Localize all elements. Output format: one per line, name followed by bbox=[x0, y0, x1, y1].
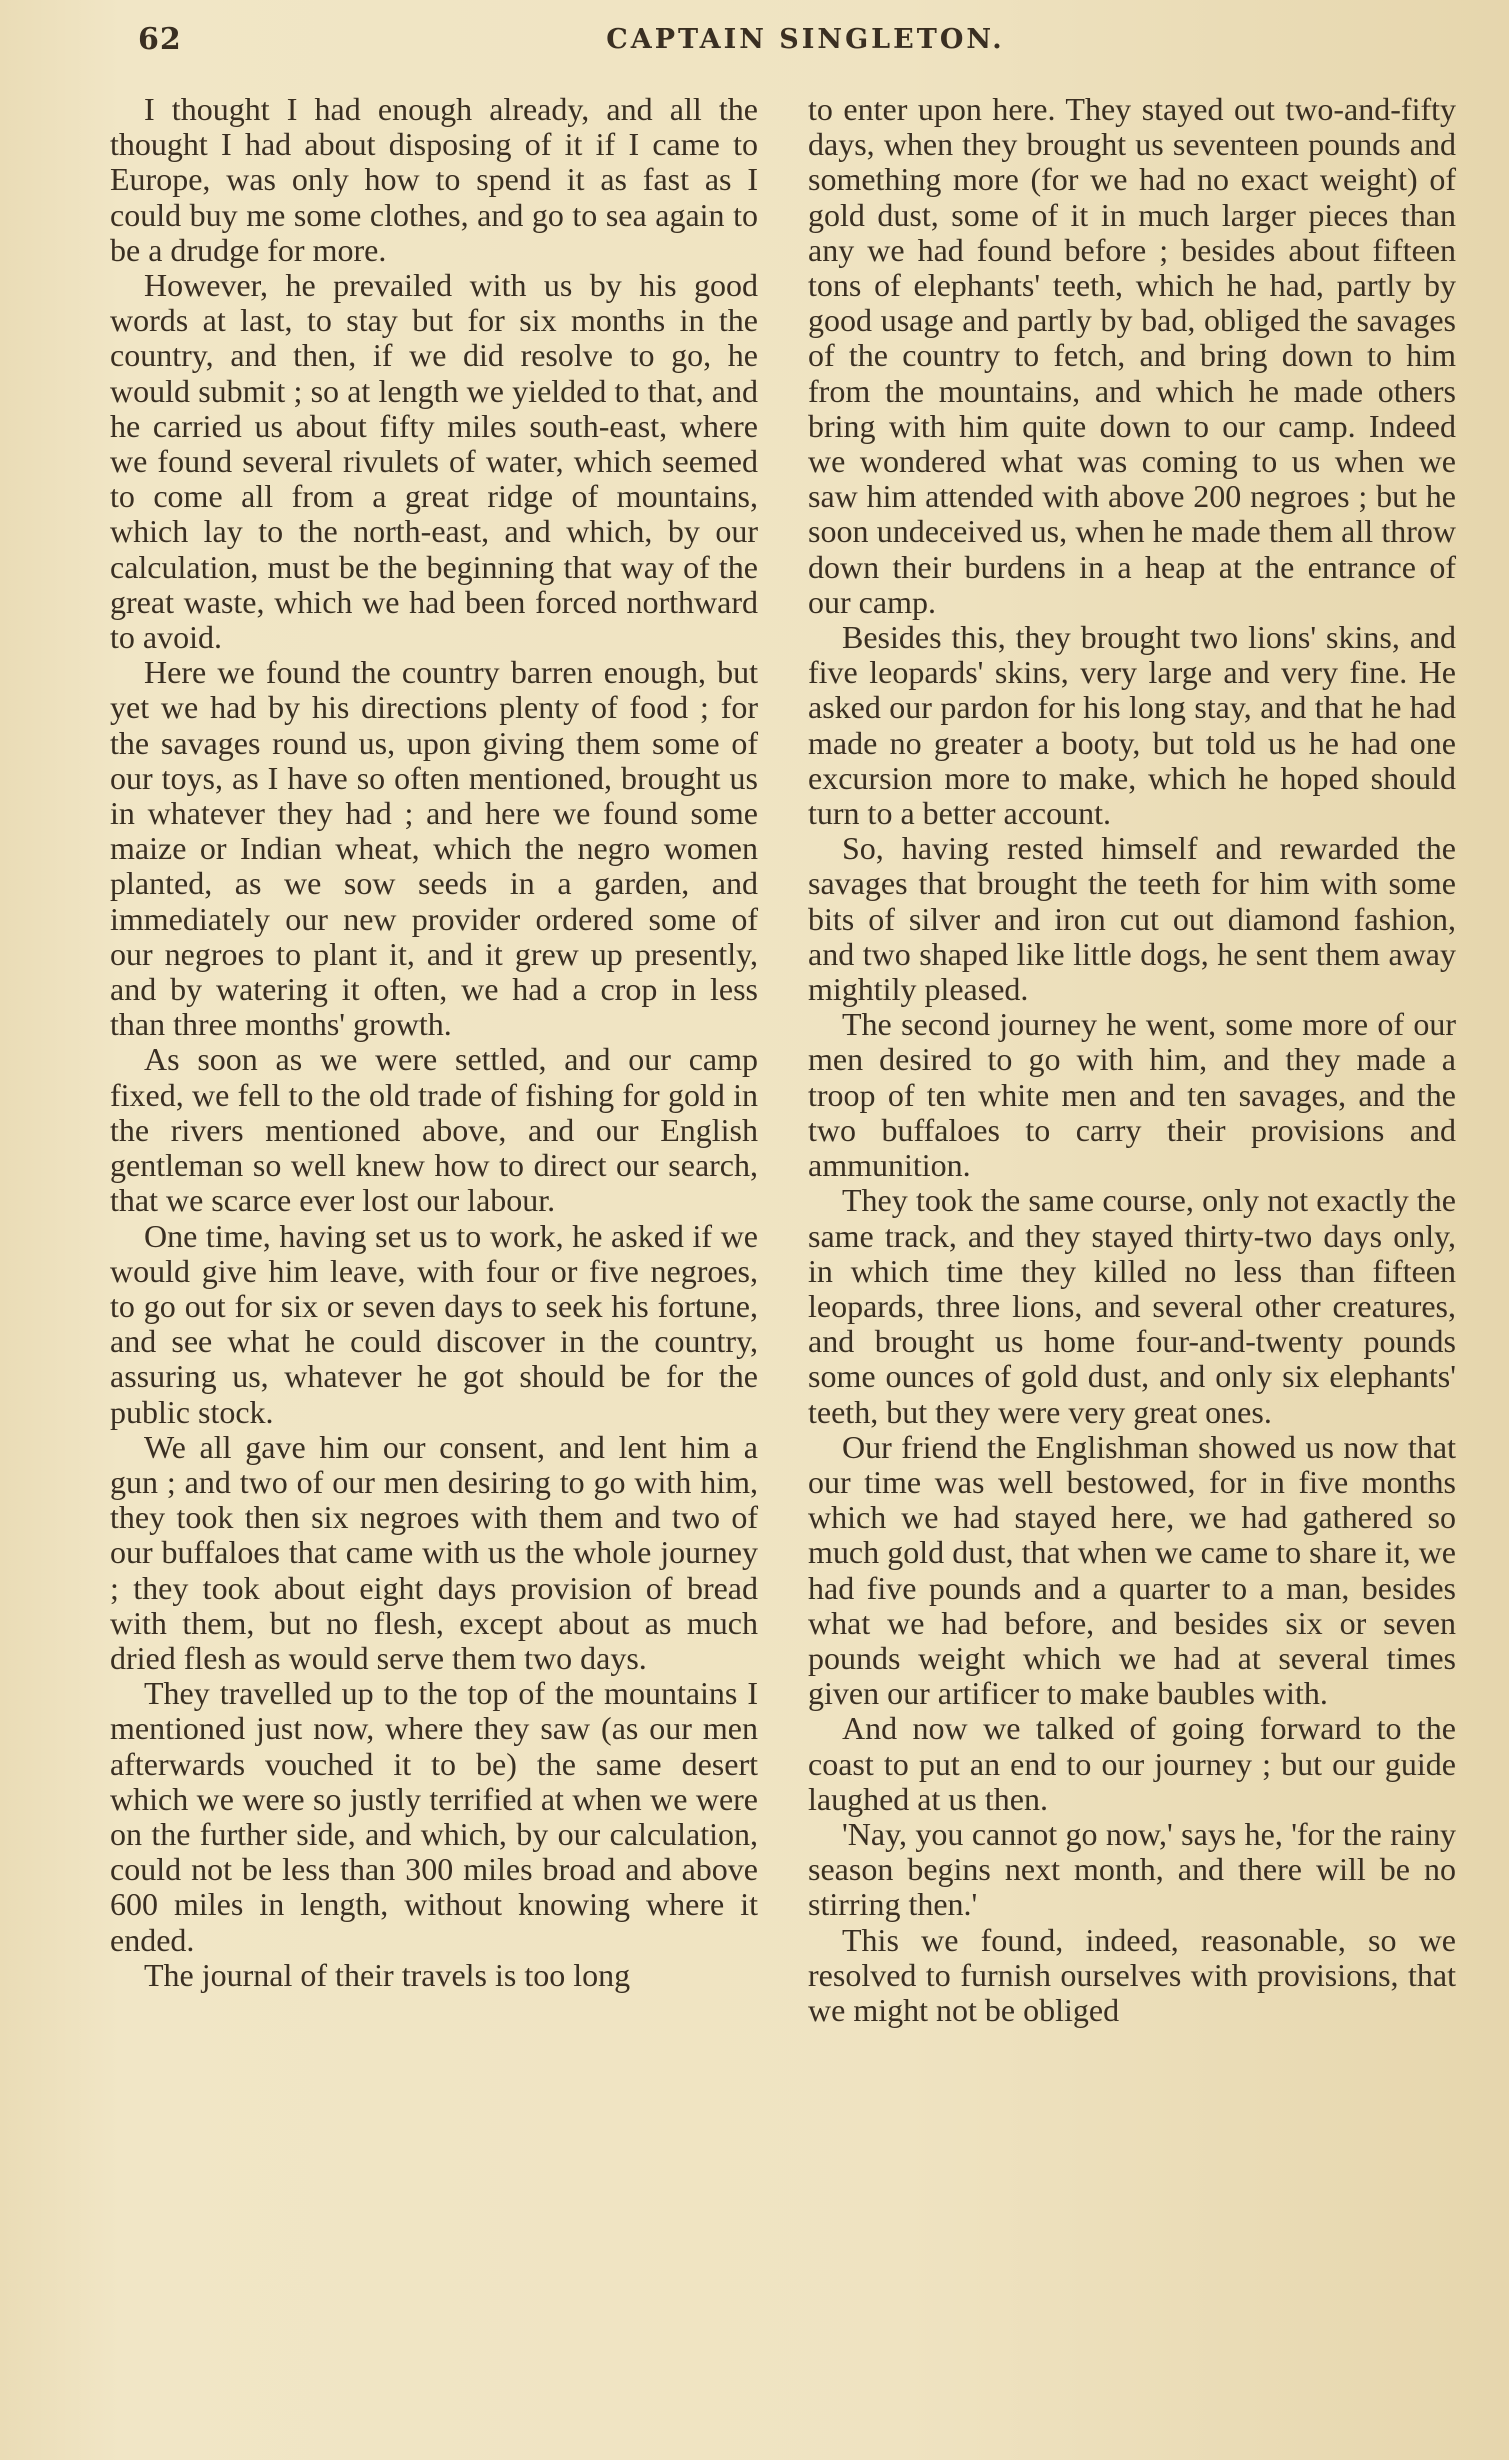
page-number: 62 bbox=[138, 22, 182, 57]
paragraph: Our friend the Englishman showed us now that our time was well bestowed, for in five months which we had stayed here, we had gathered so much gold dust, that when we came to share it, we had five pounds and a quarter to a man, besides what we had before, and besides six or seven pounds weight which we had at several times given our artificer to make baubles with. bbox=[808, 1428, 1456, 1712]
paragraph: I thought I had enough already, and all the thought I had about disposing of it if I came to Europe, was only how to spend it as fast as I could buy me some clothes, and go to sea again to be a drudge for more. bbox=[110, 91, 758, 268]
left-column bbox=[110, 92, 758, 1993]
paragraph: One time, having set us to work, he asked if we would give him leave, with four or five negroes, to go out for six or seven days to seek his fortune, and see what he could discover in the country, assuring us, whatever he got should be for the public stock. bbox=[110, 1217, 758, 1430]
paragraph: They took the same course, only not exactly the same track, and they stayed thirty-two days only, in which time they killed no less than fifteen leopards, three lions, and several other creatures, and brought us home four-and-twenty pounds some ounces of gold dust, and only six elephants' teeth, but they were very great ones. bbox=[808, 1182, 1456, 1430]
running-title: CAPTAIN SINGLETON. bbox=[606, 24, 1005, 55]
paragraph: So, having rested himself and rewarded the savages that brought the teeth for him with some bits of silver and iron cut out diamond fashion, and two shaped like little dogs, he sent them away mightily pleased. bbox=[808, 830, 1456, 1008]
paragraph: Besides this, they brought two lions' skins, and five leopards' skins, very large and very fine. He asked our pardon for his long stay, and that he had made no greater a booty, but told us he had one excursion more to make, which he hoped should turn to a better account. bbox=[808, 619, 1456, 832]
paragraph: And now we talked of going forward to the coast to put an end to our journey ; but our guide laughed at us then. bbox=[808, 1710, 1456, 1817]
paragraph: This we found, indeed, reasonable, so we resolved to furnish ourselves with provisions, that we might not be obliged bbox=[808, 1921, 1456, 2028]
paragraph: Here we found the country barren enough, but yet we had by his directions plenty of food ; for the savages round us, upon giving them some of our toys, as I have so often mentioned, brought us in whatever they had ; and here we found some maize or Indian wheat, which the negro women planted, as we sow seeds in a garden, and immediately our new provider ordered some of our negroes to plant it, and it grew up presently, and by watering it often, we had a crop in less than three months' growth. bbox=[110, 654, 758, 1043]
page-header bbox=[138, 14, 1473, 64]
paragraph: 'Nay, you cannot go now,' says he, 'for the rainy season begins next month, and there will be no stirring then.' bbox=[808, 1815, 1456, 1923]
paragraph: However, he prevailed with us by his good words at last, to stay but for six months in the country, and then, if we did resolve to go, he would submit ; so at length we yielded to that, and he carried us about fifty miles south-east, where we found several rivulets of water, which seemed to come all from a great ridge of mountains, which lay to the north-east, and which, by our calculation, must be the beginning that way of the great waste, which we had been forced northward to avoid. bbox=[110, 267, 758, 656]
paragraph: As soon as we were settled, and our camp fixed, we fell to the old trade of fishing for gold in the rivers mentioned above, and our English gentleman so well knew how to direct our search, that we scarce ever lost our labour. bbox=[110, 1041, 758, 1219]
paragraph-continuation: to enter upon here. They stayed out two-and-fifty days, when they brought us seventeen pounds and something more (for we had no exact weight) of gold dust, some of it in much larger pieces than any we had found before ; besides about fifteen tons of elephants' teeth, which he had, partly by good usage and partly by bad, obliged the savages of the country to fetch, and bring down to him from the mountains, and which he made others bring with him quite down to our camp. Indeed we wondered what was coming to us when we saw him attended with above 200 negroes ; but he soon undeceived us, when he made them all throw down their burdens in a heap at the entrance of our camp. bbox=[808, 91, 1456, 620]
paragraph: They travelled up to the top of the mountains I mentioned just now, where they saw (as our men afterwards vouched it to be) the same desert which we were so justly terrified at when we were on the further side, and which, by our calculation, could not be less than 300 miles broad and above 600 miles in length, without knowing where it ended. bbox=[110, 1675, 758, 1958]
paragraph: The second journey he went, some more of our men desired to go with him, and they made a troop of ten white men and ten savages, and the two buffaloes to carry their provisions and ammunition. bbox=[808, 1006, 1456, 1184]
paragraph: We all gave him our consent, and lent him a gun ; and two of our men desiring to go with him, they took then six negroes with them and two of our buffaloes that came with us the whole journey ; they took about eight days provision of bread with them, but no flesh, except about as much dried flesh as would serve them two days. bbox=[110, 1428, 758, 1676]
right-column bbox=[808, 92, 1456, 2028]
paragraph: The journal of their travels is too long bbox=[144, 1956, 631, 1993]
